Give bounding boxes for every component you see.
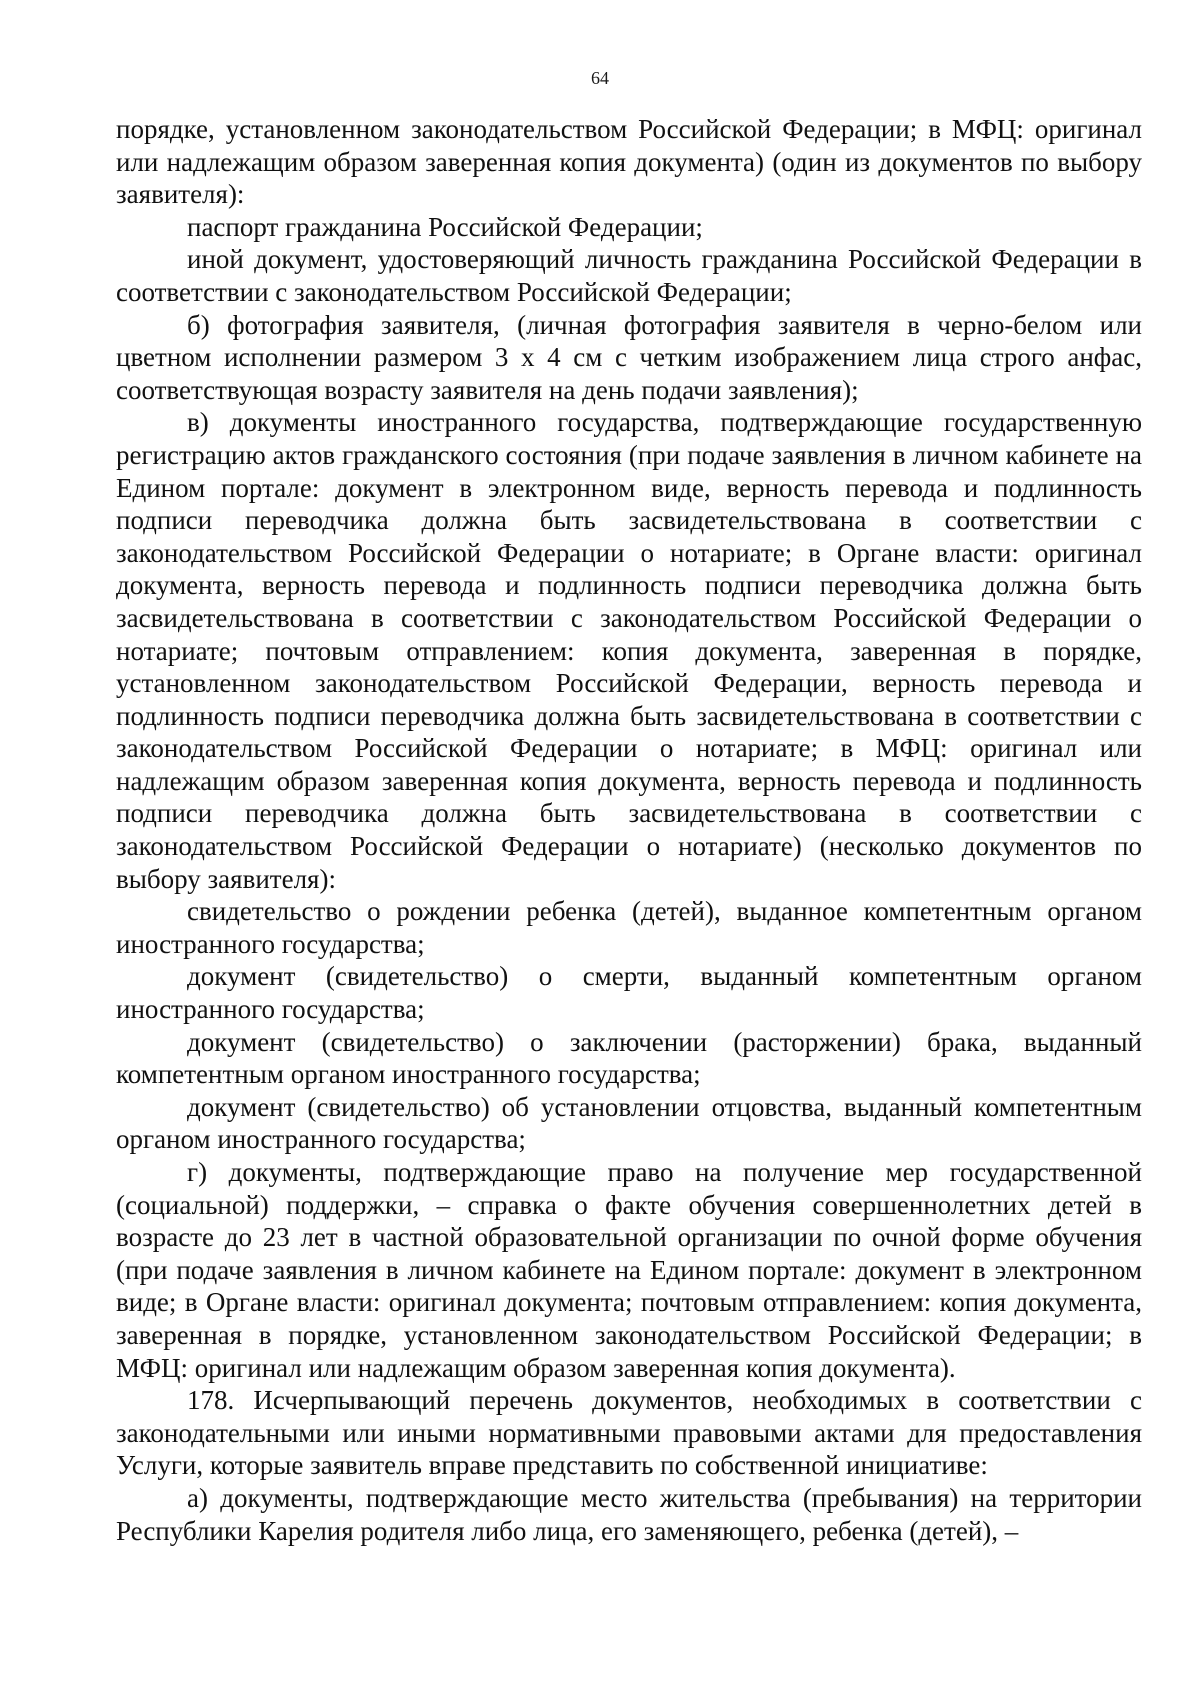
paragraph-residence-documents: а) документы, подтверждающие место жительства (пребывания) на территории Республики Карелия родителя либо лица, его заменяющего, ребенка (детей), – — [116, 1482, 1142, 1546]
paragraph-marriage-certificate: документ (свидетельство) о заключении (расторжении) брака, выданный компетентным органом иностранного государства; — [116, 1026, 1142, 1090]
paragraph-birth-certificate: свидетельство о рождении ребенка (детей), выданное компетентным органом иностранного государства; — [116, 896, 1142, 959]
paragraph-photo: б) фотография заявителя, (личная фотография заявителя в черно-белом или цветном исполнении размером 3 х 4 см с четким изображением лица строго анфас, соответствующая возрасту заявителя на день подачи заявления); — [116, 309, 1142, 405]
paragraph-paternity-certificate: документ (свидетельство) об установлении отцовства, выданный компетентным органом иностранного государства; — [116, 1091, 1142, 1155]
paragraph-continuation: порядке, установленном законодательством Российской Федерации; в МФЦ: оригинал или надлежащим образом заверенная копия документа) (один из документов по выбору заявителя): — [116, 114, 1142, 210]
page-number: 64 — [591, 68, 609, 88]
paragraph-passport: паспорт гражданина Российской Федерации; — [187, 211, 703, 242]
document-body — [116, 113, 1142, 1547]
paragraph-support-documents: г) документы, подтверждающие право на получение мер государственной (социальной) поддержки, – справка о факте обучения совершеннолетних детей в возрасте до 23 лет в частной образовательной организации по очной форме обучения (при подаче заявления в личном кабинете на Едином портале: документ в электронном виде; в Органе власти: оригинал документа; почтовым отправлением: копия документа, заверенная в порядке, установленном законодательством Российской Федерации; в МФЦ: оригинал или надлежащим образом заверенная копия документа). — [116, 1157, 1142, 1383]
paragraph-other-id: иной документ, удостоверяющий личность гражданина Российской Федерации в соответствии с законодательством Российской Федерации; — [116, 244, 1142, 307]
paragraph-foreign-documents: в) документы иностранного государства, подтверждающие государственную регистрацию актов гражданского состояния (при подаче заявления в личном кабинете на Едином портале: документ в электронном виде, верность перевода и подлинность подписи переводчика должна быть засвидетельствована в соответствии с законодательством Российской Федерации о нотариате; в Органе власти: оригинал документа, верность перевода и подлинность подписи переводчика должна быть засвидетельствована в соответствии с законодательством Российской Федерации о нотариате; почтовым отправлением: копия документа, заверенная в порядке, установленном законодательством Российской Федерации, верность перевода и подлинность подписи переводчика должна быть засвидетельствована в соответствии с законодательством Российской Федерации о нотариате; в МФЦ: оригинал или надлежащим образом заверенная копия документа, верность перевода и подлинность подписи переводчика должна быть засвидетельствована в соответствии с законодательством Российской Федерации о нотариате) (несколько документов по выбору заявителя): — [116, 407, 1142, 894]
paragraph-death-certificate: документ (свидетельство) о смерти, выданный компетентным органом иностранного государства; — [116, 961, 1142, 1025]
paragraph-178: 178. Исчерпывающий перечень документов, необходимых в соответствии с законодательными или иными нормативными правовыми актами для предоставления Услуги, которые заявитель вправе представить по собственной инициативе: — [116, 1385, 1142, 1481]
